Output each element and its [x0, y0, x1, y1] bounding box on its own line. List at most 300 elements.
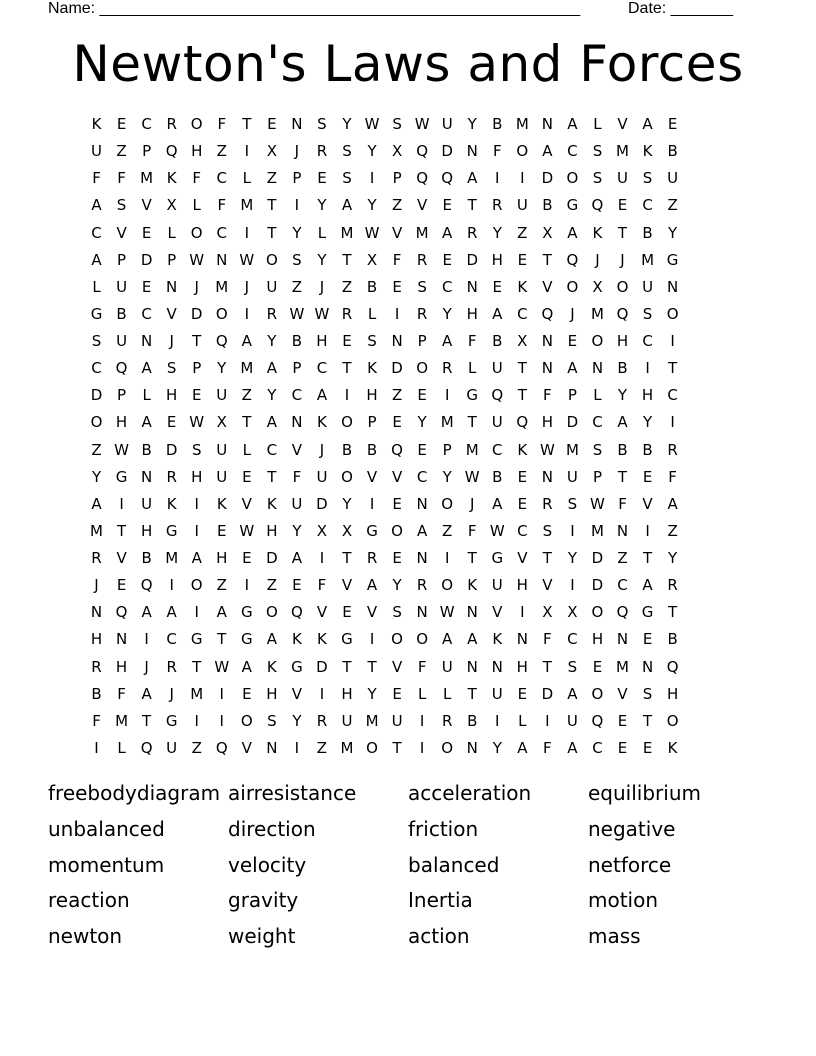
grid-letter[interactable]: A: [542, 142, 553, 161]
grid-letter[interactable]: M: [215, 277, 229, 296]
grid-letter[interactable]: E: [392, 494, 402, 513]
grid-letter[interactable]: O: [441, 576, 454, 595]
grid-letter[interactable]: U: [216, 467, 228, 486]
grid-letter[interactable]: K: [166, 169, 177, 188]
grid-letter[interactable]: D: [391, 359, 403, 378]
grid-letter[interactable]: G: [566, 196, 579, 215]
grid-letter[interactable]: B: [366, 277, 378, 296]
grid-letter[interactable]: H: [541, 413, 553, 432]
grid-letter[interactable]: A: [567, 684, 578, 703]
grid-letter[interactable]: N: [541, 115, 553, 133]
grid-letter[interactable]: F: [543, 738, 552, 757]
grid-letter[interactable]: P: [167, 250, 177, 269]
grid-letter[interactable]: L: [142, 386, 151, 405]
grid-letter[interactable]: B: [492, 332, 503, 350]
grid-letter[interactable]: C: [216, 223, 227, 242]
grid-letter[interactable]: V: [391, 467, 403, 486]
grid-letter[interactable]: S: [567, 657, 578, 676]
grid-letter[interactable]: I: [369, 494, 375, 513]
grid-letter[interactable]: Q: [140, 576, 153, 595]
grid-letter[interactable]: F: [192, 169, 202, 188]
grid-letter[interactable]: H: [491, 250, 503, 269]
grid-letter[interactable]: F: [292, 467, 302, 486]
grid-letter[interactable]: U: [116, 332, 128, 350]
grid-letter[interactable]: O: [366, 738, 378, 757]
grid-letter[interactable]: I: [344, 386, 350, 405]
grid-letter[interactable]: F: [417, 657, 427, 676]
grid-letter[interactable]: I: [670, 332, 675, 350]
grid-letter[interactable]: G: [90, 304, 103, 323]
grid-letter[interactable]: J: [294, 142, 300, 161]
grid-letter[interactable]: O: [90, 413, 103, 432]
grid-letter[interactable]: A: [141, 684, 152, 703]
grid-letter[interactable]: Y: [492, 223, 502, 242]
grid-letter[interactable]: A: [667, 494, 678, 513]
grid-letter[interactable]: A: [567, 115, 578, 133]
grid-letter[interactable]: F: [467, 521, 477, 540]
grid-letter[interactable]: K: [317, 413, 327, 432]
grid-letter[interactable]: H: [516, 576, 528, 595]
grid-letter[interactable]: Q: [616, 304, 629, 323]
date-field[interactable]: Date: _______: [628, 0, 733, 17]
grid-letter[interactable]: Z: [291, 277, 303, 296]
grid-letter[interactable]: S: [267, 711, 277, 730]
grid-letter[interactable]: Q: [115, 359, 128, 378]
grid-letter[interactable]: N: [541, 359, 553, 378]
grid-letter[interactable]: A: [642, 576, 653, 595]
grid-letter[interactable]: X: [316, 521, 328, 540]
grid-letter[interactable]: T: [342, 549, 352, 567]
grid-letter[interactable]: U: [491, 576, 503, 595]
grid-letter[interactable]: O: [666, 711, 679, 730]
grid-letter[interactable]: G: [466, 386, 479, 405]
grid-letter[interactable]: E: [267, 115, 277, 133]
grid-letter[interactable]: B: [642, 223, 653, 242]
grid-letter[interactable]: M: [590, 521, 604, 540]
grid-letter[interactable]: W: [189, 250, 205, 269]
grid-letter[interactable]: M: [565, 440, 579, 459]
grid-letter[interactable]: M: [415, 223, 429, 242]
grid-letter[interactable]: T: [517, 359, 527, 378]
grid-letter[interactable]: V: [366, 467, 378, 486]
grid-letter[interactable]: T: [392, 738, 402, 757]
grid-letter[interactable]: X: [567, 603, 578, 622]
grid-letter[interactable]: E: [317, 169, 327, 188]
grid-letter[interactable]: L: [117, 738, 126, 757]
grid-letter[interactable]: W: [289, 304, 305, 323]
grid-letter[interactable]: Y: [91, 467, 102, 486]
grid-letter[interactable]: O: [616, 277, 629, 296]
grid-letter[interactable]: E: [642, 467, 653, 486]
grid-letter[interactable]: V: [341, 576, 353, 595]
grid-letter[interactable]: S: [392, 603, 402, 622]
grid-letter[interactable]: W: [189, 413, 205, 432]
grid-letter[interactable]: V: [391, 657, 403, 676]
grid-letter[interactable]: S: [642, 304, 653, 323]
grid-letter[interactable]: I: [369, 630, 375, 649]
grid-letter[interactable]: P: [417, 332, 427, 350]
grid-letter[interactable]: X: [517, 332, 528, 350]
grid-letter[interactable]: O: [190, 223, 203, 242]
grid-letter[interactable]: I: [645, 359, 650, 378]
grid-letter[interactable]: I: [94, 738, 99, 757]
grid-letter[interactable]: T: [217, 630, 227, 649]
grid-letter[interactable]: S: [166, 359, 177, 378]
grid-letter[interactable]: G: [240, 603, 253, 622]
grid-letter[interactable]: G: [190, 630, 203, 649]
grid-letter[interactable]: Q: [441, 169, 454, 188]
grid-letter[interactable]: U: [141, 494, 153, 513]
grid-letter[interactable]: E: [442, 196, 452, 215]
grid-letter[interactable]: T: [267, 223, 277, 242]
grid-letter[interactable]: G: [165, 521, 178, 540]
grid-letter[interactable]: P: [292, 169, 302, 188]
grid-letter[interactable]: C: [291, 386, 303, 405]
grid-letter[interactable]: H: [191, 467, 203, 486]
grid-letter[interactable]: A: [91, 196, 102, 215]
grid-letter[interactable]: W: [214, 657, 230, 676]
grid-letter[interactable]: Q: [416, 142, 429, 161]
grid-letter[interactable]: Y: [567, 549, 577, 567]
grid-letter[interactable]: R: [316, 711, 328, 730]
grid-letter[interactable]: D: [316, 494, 328, 513]
grid-letter[interactable]: T: [668, 603, 678, 622]
grid-letter[interactable]: C: [91, 359, 102, 378]
grid-letter[interactable]: I: [219, 684, 224, 703]
grid-letter[interactable]: N: [115, 630, 128, 649]
grid-letter[interactable]: Q: [215, 332, 228, 350]
grid-letter[interactable]: A: [91, 494, 102, 513]
grid-letter[interactable]: O: [591, 332, 604, 350]
grid-letter[interactable]: N: [641, 657, 654, 676]
grid-letter[interactable]: F: [217, 115, 227, 133]
grid-letter[interactable]: I: [444, 549, 450, 567]
grid-letter[interactable]: O: [591, 684, 604, 703]
grid-letter[interactable]: O: [516, 142, 529, 161]
grid-letter[interactable]: U: [291, 494, 303, 513]
grid-letter[interactable]: E: [242, 467, 252, 486]
grid-letter[interactable]: L: [167, 223, 176, 242]
grid-letter[interactable]: V: [617, 115, 628, 133]
grid-letter[interactable]: G: [115, 467, 128, 486]
grid-letter[interactable]: W: [364, 115, 380, 133]
grid-letter[interactable]: A: [141, 359, 152, 378]
grid-letter[interactable]: Y: [442, 304, 452, 323]
grid-letter[interactable]: Z: [91, 440, 102, 459]
grid-letter[interactable]: H: [266, 684, 278, 703]
grid-letter[interactable]: I: [520, 169, 525, 188]
grid-letter[interactable]: H: [140, 521, 153, 540]
grid-letter[interactable]: T: [116, 521, 127, 540]
grid-letter[interactable]: R: [416, 250, 428, 269]
grid-letter[interactable]: A: [442, 332, 453, 350]
grid-letter[interactable]: V: [492, 603, 503, 622]
grid-letter[interactable]: I: [394, 304, 400, 323]
grid-letter[interactable]: U: [566, 467, 578, 486]
grid-letter[interactable]: X: [592, 277, 603, 296]
grid-letter[interactable]: M: [190, 684, 204, 703]
grid-letter[interactable]: A: [417, 521, 428, 540]
grid-letter[interactable]: N: [141, 332, 153, 350]
grid-letter[interactable]: K: [517, 440, 528, 459]
grid-letter[interactable]: C: [492, 440, 503, 459]
name-field[interactable]: Name: ______________________________________________________: [48, 0, 581, 17]
grid-letter[interactable]: A: [442, 630, 453, 649]
grid-letter[interactable]: N: [166, 277, 178, 296]
grid-letter[interactable]: U: [516, 196, 528, 215]
grid-letter[interactable]: O: [265, 250, 278, 269]
grid-letter[interactable]: N: [291, 115, 303, 133]
grid-letter[interactable]: M: [515, 115, 529, 133]
grid-letter[interactable]: E: [667, 115, 678, 133]
grid-letter[interactable]: J: [570, 304, 575, 323]
grid-letter[interactable]: Z: [266, 576, 277, 595]
grid-letter[interactable]: U: [216, 386, 228, 405]
grid-letter[interactable]: S: [342, 169, 352, 188]
grid-letter[interactable]: O: [265, 603, 278, 622]
grid-letter[interactable]: C: [416, 467, 428, 486]
grid-letter[interactable]: K: [166, 494, 177, 513]
grid-letter[interactable]: I: [219, 711, 224, 730]
grid-letter[interactable]: U: [667, 169, 679, 188]
grid-letter[interactable]: Y: [217, 359, 227, 378]
grid-letter[interactable]: E: [141, 277, 152, 296]
grid-letter[interactable]: I: [244, 223, 250, 242]
grid-letter[interactable]: G: [491, 549, 504, 567]
grid-letter[interactable]: Z: [517, 223, 528, 242]
grid-letter[interactable]: K: [467, 576, 478, 595]
grid-letter[interactable]: R: [166, 115, 177, 133]
grid-letter[interactable]: I: [369, 169, 375, 188]
grid-letter[interactable]: N: [616, 521, 629, 540]
grid-letter[interactable]: S: [317, 115, 327, 133]
grid-letter[interactable]: O: [391, 630, 403, 649]
grid-letter[interactable]: I: [545, 711, 550, 730]
grid-letter[interactable]: U: [491, 359, 503, 378]
grid-letter[interactable]: L: [242, 169, 251, 188]
grid-letter[interactable]: T: [642, 549, 653, 567]
grid-letter[interactable]: Q: [416, 169, 429, 188]
grid-letter[interactable]: Y: [417, 413, 427, 432]
grid-letter[interactable]: Y: [267, 332, 277, 350]
grid-letter[interactable]: N: [90, 603, 103, 622]
grid-letter[interactable]: Q: [591, 196, 604, 215]
grid-letter[interactable]: K: [91, 115, 102, 133]
grid-letter[interactable]: Q: [541, 304, 554, 323]
grid-letter[interactable]: Z: [316, 738, 328, 757]
grid-letter[interactable]: M: [365, 711, 379, 730]
grid-letter[interactable]: G: [341, 630, 353, 649]
grid-letter[interactable]: R: [542, 494, 553, 513]
grid-letter[interactable]: T: [467, 196, 477, 215]
grid-letter[interactable]: H: [166, 386, 178, 405]
grid-letter[interactable]: T: [242, 413, 252, 432]
grid-letter[interactable]: V: [542, 277, 553, 296]
grid-letter[interactable]: A: [567, 359, 578, 378]
grid-letter[interactable]: Q: [165, 142, 178, 161]
grid-letter[interactable]: U: [91, 142, 103, 161]
grid-letter[interactable]: C: [266, 440, 278, 459]
grid-letter[interactable]: A: [241, 657, 252, 676]
grid-letter[interactable]: T: [267, 467, 277, 486]
grid-letter[interactable]: E: [617, 738, 628, 757]
grid-letter[interactable]: Z: [667, 521, 678, 540]
grid-letter[interactable]: K: [266, 657, 277, 676]
grid-letter[interactable]: V: [291, 440, 303, 459]
grid-letter[interactable]: Q: [215, 738, 228, 757]
grid-letter[interactable]: X: [216, 413, 227, 432]
grid-letter[interactable]: Y: [668, 549, 678, 567]
grid-letter[interactable]: B: [341, 440, 353, 459]
grid-letter[interactable]: Y: [342, 494, 352, 513]
grid-letter[interactable]: P: [192, 359, 202, 378]
grid-letter[interactable]: M: [641, 250, 655, 269]
grid-letter[interactable]: J: [94, 576, 99, 595]
grid-letter[interactable]: R: [366, 549, 378, 567]
grid-letter[interactable]: B: [291, 332, 303, 350]
grid-letter[interactable]: Y: [392, 576, 402, 595]
grid-letter[interactable]: R: [416, 576, 428, 595]
grid-letter[interactable]: E: [517, 250, 528, 269]
grid-letter[interactable]: F: [117, 169, 126, 188]
grid-letter[interactable]: W: [364, 223, 380, 242]
grid-letter[interactable]: R: [166, 657, 177, 676]
grid-letter[interactable]: X: [266, 142, 277, 161]
grid-letter[interactable]: G: [366, 521, 378, 540]
grid-letter[interactable]: N: [466, 657, 478, 676]
grid-letter[interactable]: T: [542, 657, 552, 676]
grid-letter[interactable]: T: [467, 413, 477, 432]
grid-letter[interactable]: H: [666, 684, 679, 703]
grid-letter[interactable]: J: [470, 494, 475, 513]
grid-letter[interactable]: Z: [266, 169, 277, 188]
grid-letter[interactable]: Y: [292, 223, 302, 242]
grid-letter[interactable]: C: [517, 304, 528, 323]
grid-letter[interactable]: G: [291, 657, 303, 676]
grid-letter[interactable]: U: [566, 711, 578, 730]
grid-letter[interactable]: D: [541, 684, 554, 703]
grid-letter[interactable]: S: [542, 521, 553, 540]
grid-letter[interactable]: P: [117, 250, 127, 269]
grid-letter[interactable]: O: [566, 277, 579, 296]
grid-letter[interactable]: E: [242, 684, 252, 703]
grid-letter[interactable]: F: [92, 169, 101, 188]
grid-letter[interactable]: W: [439, 603, 455, 622]
grid-letter[interactable]: I: [570, 521, 575, 540]
grid-letter[interactable]: S: [417, 277, 427, 296]
grid-letter[interactable]: J: [620, 250, 625, 269]
grid-letter[interactable]: F: [392, 250, 402, 269]
grid-letter[interactable]: H: [115, 413, 128, 432]
grid-letter[interactable]: A: [617, 413, 628, 432]
grid-letter[interactable]: S: [592, 440, 603, 459]
grid-letter[interactable]: Y: [367, 196, 377, 215]
grid-letter[interactable]: Z: [216, 142, 227, 161]
grid-letter[interactable]: Y: [342, 115, 352, 133]
grid-letter[interactable]: C: [141, 115, 152, 133]
grid-letter[interactable]: U: [491, 684, 503, 703]
grid-letter[interactable]: O: [416, 359, 429, 378]
grid-letter[interactable]: I: [495, 711, 500, 730]
grid-letter[interactable]: T: [642, 711, 653, 730]
grid-letter[interactable]: Q: [516, 413, 529, 432]
grid-letter[interactable]: A: [366, 576, 378, 595]
grid-letter[interactable]: L: [92, 277, 101, 296]
grid-letter[interactable]: I: [570, 576, 575, 595]
grid-letter[interactable]: D: [316, 657, 328, 676]
grid-letter[interactable]: Y: [317, 250, 327, 269]
grid-letter[interactable]: G: [240, 630, 253, 649]
grid-letter[interactable]: T: [242, 115, 252, 133]
grid-letter[interactable]: G: [666, 250, 679, 269]
grid-letter[interactable]: F: [217, 196, 227, 215]
grid-letter[interactable]: Q: [591, 711, 604, 730]
grid-letter[interactable]: E: [392, 684, 402, 703]
grid-letter[interactable]: N: [416, 494, 428, 513]
grid-letter[interactable]: D: [591, 576, 604, 595]
grid-letter[interactable]: Z: [391, 196, 403, 215]
grid-letter[interactable]: A: [316, 386, 328, 405]
grid-letter[interactable]: W: [464, 467, 480, 486]
grid-letter[interactable]: I: [419, 738, 425, 757]
grid-letter[interactable]: V: [617, 684, 628, 703]
grid-letter[interactable]: M: [440, 413, 454, 432]
grid-letter[interactable]: I: [144, 630, 149, 649]
grid-letter[interactable]: U: [642, 277, 654, 296]
grid-letter[interactable]: K: [367, 359, 377, 378]
grid-letter[interactable]: H: [191, 142, 203, 161]
grid-letter[interactable]: Y: [617, 386, 628, 405]
grid-letter[interactable]: R: [441, 711, 453, 730]
grid-letter[interactable]: D: [466, 250, 478, 269]
grid-letter[interactable]: X: [366, 250, 378, 269]
grid-letter[interactable]: F: [467, 332, 477, 350]
grid-letter[interactable]: T: [617, 467, 628, 486]
grid-letter[interactable]: W: [239, 521, 255, 540]
grid-letter[interactable]: M: [340, 738, 354, 757]
grid-letter[interactable]: A: [141, 603, 152, 622]
grid-letter[interactable]: O: [240, 711, 253, 730]
grid-letter[interactable]: E: [592, 657, 603, 676]
grid-letter[interactable]: E: [517, 467, 528, 486]
grid-letter[interactable]: L: [468, 359, 477, 378]
grid-letter[interactable]: J: [244, 277, 250, 296]
grid-letter[interactable]: I: [419, 711, 425, 730]
grid-letter[interactable]: G: [165, 711, 178, 730]
grid-letter[interactable]: M: [616, 657, 629, 676]
grid-letter[interactable]: V: [517, 549, 528, 567]
grid-letter[interactable]: E: [567, 332, 578, 350]
grid-letter[interactable]: B: [116, 304, 127, 323]
grid-letter[interactable]: H: [316, 332, 328, 350]
grid-letter[interactable]: C: [517, 521, 528, 540]
grid-letter[interactable]: C: [642, 332, 653, 350]
grid-letter[interactable]: D: [90, 386, 103, 405]
grid-letter[interactable]: T: [342, 657, 352, 676]
grid-letter[interactable]: U: [617, 169, 628, 188]
grid-letter[interactable]: T: [267, 196, 277, 215]
grid-letter[interactable]: E: [342, 332, 352, 350]
grid-letter[interactable]: K: [291, 630, 302, 649]
grid-letter[interactable]: L: [367, 304, 377, 323]
grid-letter[interactable]: C: [166, 630, 177, 649]
grid-letter[interactable]: N: [416, 549, 428, 567]
grid-letter[interactable]: L: [593, 386, 602, 405]
grid-letter[interactable]: D: [591, 549, 604, 567]
grid-letter[interactable]: N: [541, 332, 553, 350]
grid-letter[interactable]: E: [617, 196, 628, 215]
grid-letter[interactable]: V: [316, 603, 328, 622]
